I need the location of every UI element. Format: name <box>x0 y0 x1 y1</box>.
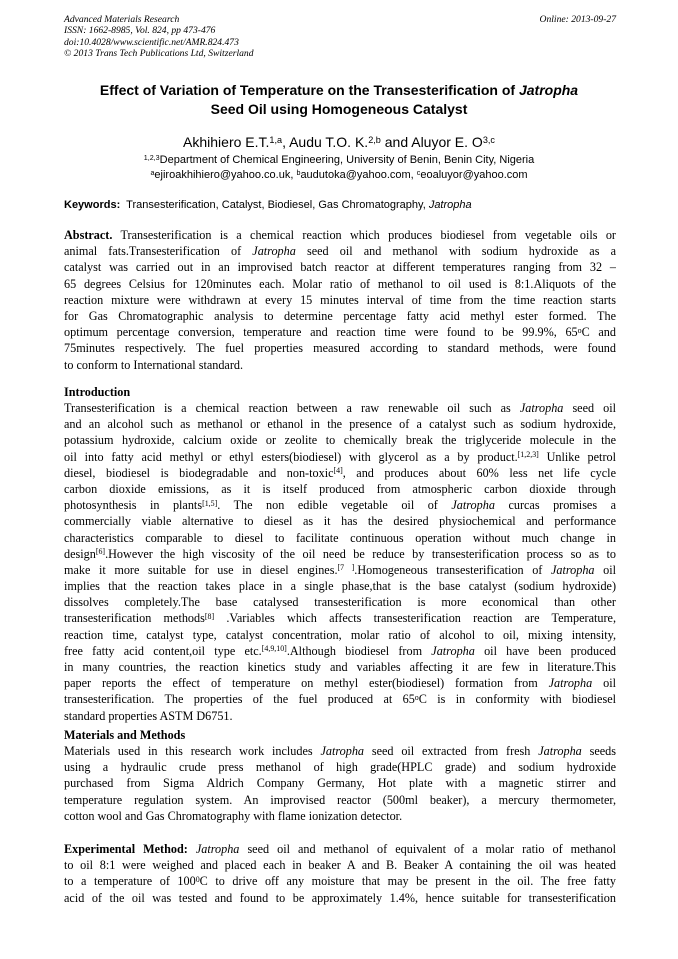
introduction-heading: Introduction <box>64 385 131 399</box>
department: Department of Chemical Engineering, University of Benin, Benin City, Nigeria <box>159 154 535 166</box>
author-list: Akhihiero E.T.$^{1,a}$, Audu T.O. K.$^{2,b}$ and Aluyor E. O$^{3,c}$ <box>183 134 495 150</box>
email-b[interactable]: audutoka@yahoo.com, <box>300 169 417 181</box>
author-1: Akhihiero E.T. <box>183 134 270 150</box>
title-italic: Jatropha <box>518 82 579 98</box>
journal-header <box>64 14 616 59</box>
affiliation: $^{1,2,3}$Department of Chemical Engineering, University of Benin, Benin City, Nigeria $^a$ejiroakhihiero@yahoo.co.uk, $^b$audutoka@yahoo.com, $^c$eoaluyor@yahoo.com <box>143 153 535 181</box>
experimental-label: Experimental Method: <box>64 842 188 856</box>
journal-name: Advanced Materials Research <box>64 14 180 25</box>
email-a[interactable]: ejiroakhihiero@yahoo.co.uk, <box>154 169 297 181</box>
abstract-label: Abstract. <box>64 228 113 242</box>
paper-title: Effect of Variation of Temperature on the Transesterification of Jatropha Seed Oil using Homogeneous Catalyst <box>99 82 579 117</box>
email-c[interactable]: eoaluyor@yahoo.com <box>420 169 528 181</box>
keywords: Keywords: Transesterification, Catalyst, Biodiesel, Gas Chromatography, Jatropha <box>64 199 472 211</box>
keywords-label: Keywords: <box>64 199 121 211</box>
abstract: Abstract. Transesterification is a chemical reaction which produces biodiesel from vegetable oils or animal fats.Transesterification of Jatropha seed oil and methanol with sodium hydroxide as a catalyst was carried out in an improvised batch reactor at different temperatures ranging from 32 – 65 degrees Celsius for 120minutes each. Molar ratio of methanol to oil used is 8:1.Aliquots of the reaction mixture were withdrawn at every 15 minutes interval of time from the time reaction starts for Gas Chromatographic analysis to determine percentage fatty acid methyl ester formed. The optimum percentage conversion, temperature and reaction time were found to be 99.9%, 65$^o$C and 75minutes respectively. The fuel properties measured according to standard methods, were found to conform to International standard. <box>64 228 616 372</box>
online-date: Online: 2013-09-27 <box>539 14 616 25</box>
experimental-method: Experimental Method: Jatropha seed oil and methanol of equivalent of a molar ratio of methanol to oil 8:1 were weighed and placed each in beaker A and B. Beaker A containing the oil was heated to a temperature of $100^0C$ to drive off any moisture that may be present in the oil. The free fatty acid of the oil was tested and found to be approximately 1.4%, hence suitable for transesterification <box>64 842 616 905</box>
introduction-body: Transesterification is a chemical reaction between a raw renewable oil such as Jatropha seed oil and an alcohol such as methanol or ethanol in the presence of a catalyst such as sodium hydroxide, potassium hydroxide, calcium oxide or zeolite to chemically break the triglyceride molecule in the oil into fatty acid methyl or ethyl esters(biodiesel) with glycerol as a by product.[1,2,3] Unlike petrol diesel, biodiesel is biodegradable and non-toxic[4], and produces about 60% less net life cycle carbon dioxide emissions, as it is itself produced from atmospheric carbon dioxide through photosynthesis in plants[1,5]. The non edible vegetable oil of Jatropha curcas promises a commercially viable alternative to diesel as it has the desired physiochemical and performance characteristics comparable to diesel to facilitate continuous operation without much change in design[6].However the high viscosity of the oil need be reduce by transesterification process so as to make it more suitable for use in diesel engines.[7 ].Homogeneous transesterification of Jatropha oil implies that the reaction takes place in a single phase,that is the base catalyst (sodium hydroxide) dissolves completely.The base catalysed transesterification is more economical than other transesterification methods[8] .Variables which affects transesterification reaction are Temperature, reaction time, catalyst type, catalyst concentration, molar ratio of alcohol to oil, mixing intensity, free fatty acid content,oil type etc.[4,9,10].Although biodiesel from Jatropha oil have been produced in many countries, the reaction kinetics study and variables affecting it are few in literature.This paper reports the effect of temperature on methyl ester(biodiesel) formation from Jatropha oil transesterification. The properties of the fuel produced at 65$^o$C is in conformity with biodiesel standard properties ASTM D6751. <box>64 401 616 723</box>
journal-doi: doi:10.4028/www.scientific.net/AMR.824.473 <box>64 36 239 48</box>
materials-heading: Materials and Methods <box>64 728 186 742</box>
author-2: , Audu T.O. K. <box>282 134 369 150</box>
author-3: and Aluyor E. O <box>380 134 483 150</box>
journal-copyright: © 2013 Trans Tech Publications Ltd, Switzerland <box>64 47 254 59</box>
materials-body: Materials used in this research work includes Jatropha seed oil extracted from fresh Jatropha seeds using a hydraulic crude press methanol of high grade(HPLC grade) and sodium hydroxide purchased from Sigma Aldrich Company Germany, Hot plate with a magnetic stirrer and temperature regulation system. An improvised reactor (500ml beaker), a mercury thermometer, cotton wool and Gas Chromatography with flame ionization detector. <box>64 744 616 823</box>
journal-issn: ISSN: 1662-8985, Vol. 824, pp 473-476 <box>64 25 216 37</box>
